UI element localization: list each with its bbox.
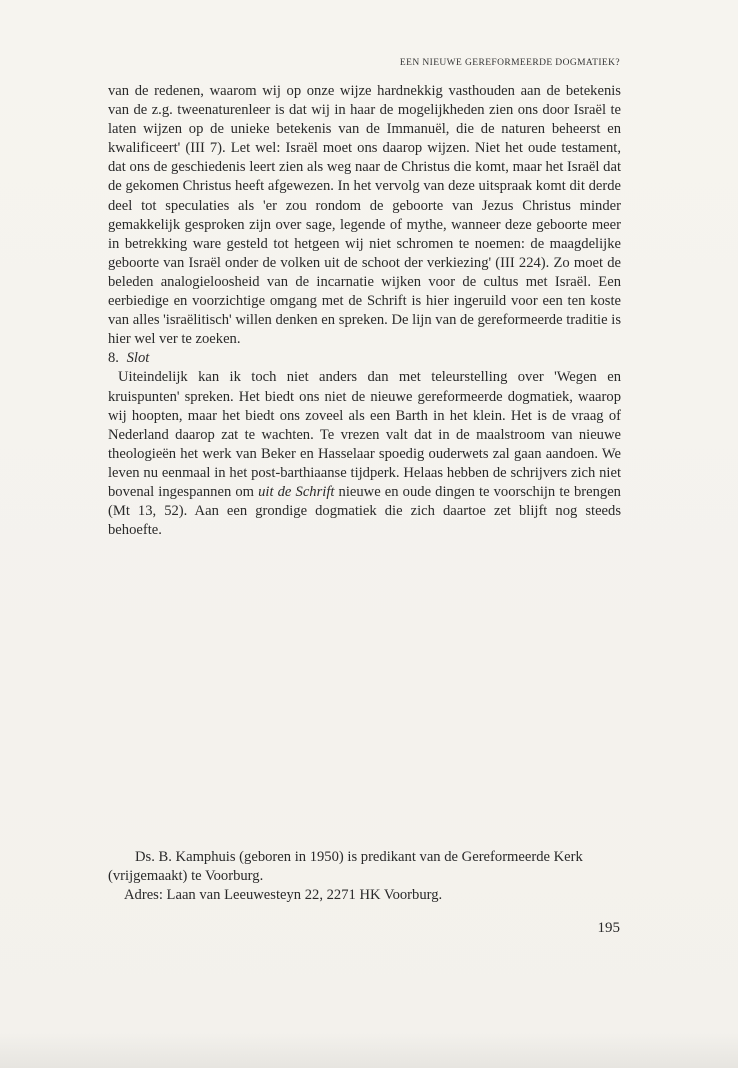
paragraph-2 bbox=[108, 368, 621, 540]
running-head: EEN NIEUWE GEREFORMEERDE DOGMATIEK? bbox=[399, 58, 620, 68]
page-bottom-shadow bbox=[0, 1032, 738, 1068]
section-number: 8. bbox=[108, 350, 119, 367]
article-body bbox=[108, 82, 621, 540]
paragraph-2-part-1: Uiteindelijk kan ik toch niet anders dan met teleurstelling over 'Wegen en kruispunten' spreken. Het biedt ons niet de nieuwe gereformeerde dogmatiek, waarop wij hoopten, maar het biedt ons zoveel als een Barth in het klein. Het is de vraag of Nederland daarop zat te wachten. Te vrezen valt dat in de maalstroom van nieuwe theologieën het werk van Beker en Hasselaar spoedig ouderwets zal gaan aandoen. We leven nu eenmaal in het post-barthiaanse tijdperk. Helaas hebben de schrijvers zich niet bovenal ingespannen om bbox=[108, 369, 621, 500]
author-bio-text: Ds. B. Kamphuis (geboren in 1950) is predikant van de Gereformeerde Kerk (vrijgemaakt) te Voorburg. bbox=[108, 849, 583, 884]
paragraph-2-part-2: nieuwe en oude dingen te voorschijn te brengen (Mt 13, 52). Aan een grondige dogmatiek die zich daartoe zet blijft nog steeds behoefte. bbox=[108, 483, 621, 539]
page-number: 195 bbox=[597, 920, 620, 936]
paragraph-1: van de redenen, waarom wij op onze wijze hardnekkig vasthouden aan de betekenis van de z.g. tweenaturenleer is dat wij in haar de mogelijkheden zien ons door Israël te laten wijzen op de unieke betekenis van de Immanuël, die de naturen beheerst en kwalificeert' (III 7). Let wel: Israël moet ons daarop wijzen. Niet het oude testament, dat ons de geschiedenis leert zien als weg naar de Christus die komt, maar het Israël dat de gekomen Christus heeft afgewezen. In het vervolg van deze uitspraak komt dit derde deel tot speculaties als 'er zou rondom de geboorte van Jezus Christus minder gemakkelijk gesproken zijn over sage, legende of mythe, wanneer deze geboorte meer in betrekking ware gesteld tot hetgeen wij niet schromen te noemen: de maagdelijke geboorte van Israël onder de volken uit de schoot der verkiezing' (III 224). Zo moet de beleden analogieloosheid van de incarnatie wijken voor de cultus met Israël. Een eerbiedige en voorzichtige omgang met de Schrift is hier ingeruild voor een ten koste van alles 'israëlitisch' willen denken en spreken. De lijn van de gereformeerde traditie is hier wel ver te zoeken. bbox=[108, 83, 621, 348]
author-address: Adres: Laan van Leeuwesteyn 22, 2271 HK Voorburg. bbox=[124, 887, 443, 903]
author-bio bbox=[108, 848, 628, 905]
section-title: Slot bbox=[126, 350, 150, 367]
section-heading bbox=[108, 349, 621, 368]
paragraph-2-italic: uit de Schrift bbox=[258, 483, 335, 500]
